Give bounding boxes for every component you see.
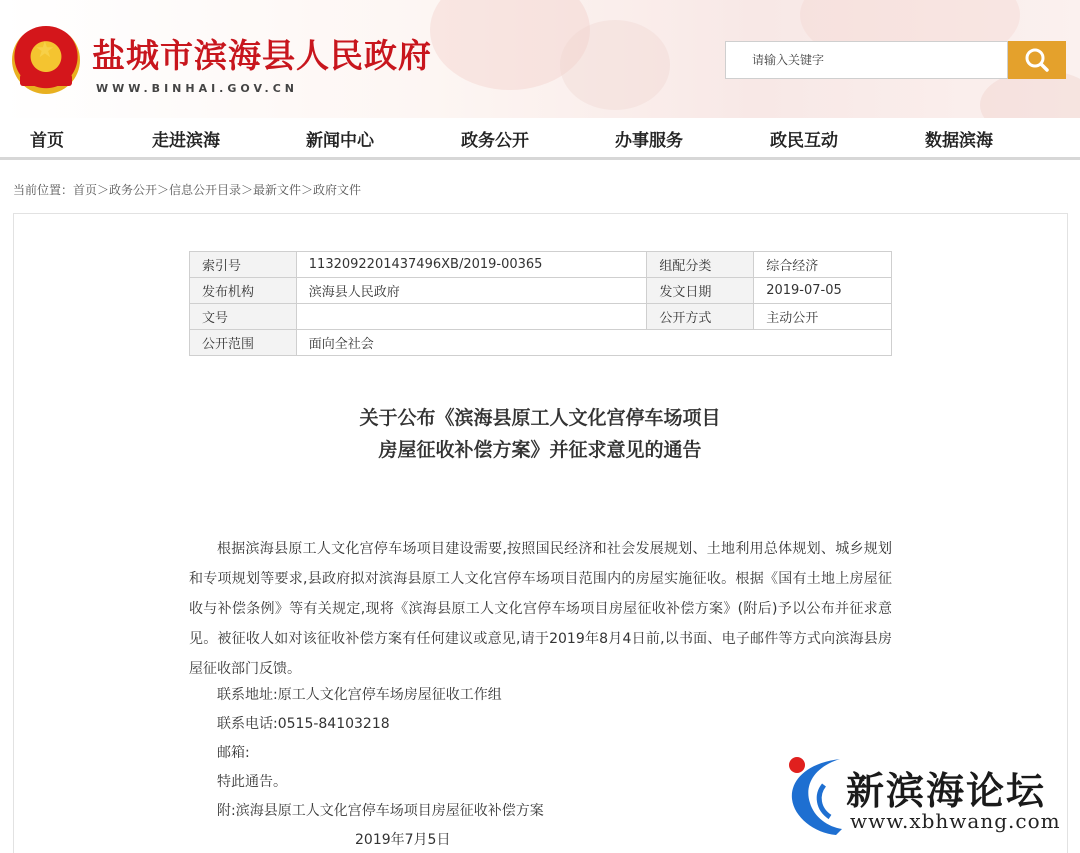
watermark-name: 新滨海论坛 [846,768,1047,813]
document-title [250,402,830,466]
contact-address: 联系地址:原工人文化宫停车场房屋征收工作组 [217,687,502,703]
nav-government-affairs[interactable]: 政务公开 [461,131,529,151]
document-paragraph: 根据滨海县原工人文化宫停车场项目建设需要,按照国民经济和社会发展规划、土地利用总体规划、城乡规划和专项规划等要求,县政府拟对滨海县原工人文化宫停车场项目范围内的房屋实施征收。根据《国有土地上房屋征收与补偿条例》等有关规定,现将《滨海县原工人文化宫停车场项目房屋征收补偿方案》(附后)予以公布并征求意见。被征收人如对该征收补偿方案有任何建议或意见,请于2019年8月4日前,以书面、电子邮件等方式向滨海县房屋征收部门反馈。 [189,541,892,677]
meta-label: 公开方式 [647,304,754,330]
meta-value: 主动公开 [754,304,892,330]
meta-label: 发文日期 [647,278,754,304]
site-title[interactable]: 盐城市滨海县人民政府 [92,36,432,75]
search-button[interactable] [1008,41,1066,79]
nav-interaction[interactable]: 政民互动 [770,131,838,151]
search-input[interactable] [726,42,1007,78]
nav-news-center[interactable]: 新闻中心 [306,131,374,151]
nav-data-binhai[interactable]: 数据滨海 [925,131,993,151]
site-url: WWW.BINHAI.GOV.CN [96,82,298,95]
national-emblem-icon[interactable]: ★ [12,26,80,94]
meta-value: 1132092201437496XB/2019-00365 [296,252,647,278]
meta-label: 文号 [190,304,297,330]
attachment-text: 附:滨海县原工人文化宫停车场项目房屋征收补偿方案 [217,803,544,819]
contact-phone: 联系电话:0515-84103218 [217,716,390,732]
contact-postcode: 邮箱: [217,745,250,761]
document-title-line: 房屋征收补偿方案》并征求意见的通告 [378,439,702,461]
main-nav [0,118,1080,160]
search-icon [1008,41,1066,79]
watermark-url: www.xbhwang.com [850,809,1061,833]
forum-logo-icon [784,755,846,837]
search-box [725,41,1008,79]
decorative-flower [560,20,670,110]
document-meta-table [189,251,892,356]
nav-services[interactable]: 办事服务 [615,131,683,151]
meta-value: 面向全社会 [296,330,891,356]
meta-value: 综合经济 [754,252,892,278]
meta-value [296,304,647,330]
closing-text: 特此通告。 [217,774,287,790]
meta-label: 组配分类 [647,252,754,278]
breadcrumb[interactable]: 当前位置：首页＞政务公开＞信息公开目录＞最新文件＞政府文件 [13,183,362,197]
meta-label: 索引号 [190,252,297,278]
meta-value: 滨海县人民政府 [296,278,647,304]
meta-label: 发布机构 [190,278,297,304]
nav-home[interactable]: 首页 [30,131,64,151]
document-date: 2019年7月5日 [355,832,451,848]
nav-about-binhai[interactable]: 走进滨海 [152,131,220,151]
meta-label: 公开范围 [190,330,297,356]
document-title-line: 关于公布《滨海县原工人文化宫停车场项目 [359,407,721,429]
meta-value: 2019-07-05 [754,278,892,304]
